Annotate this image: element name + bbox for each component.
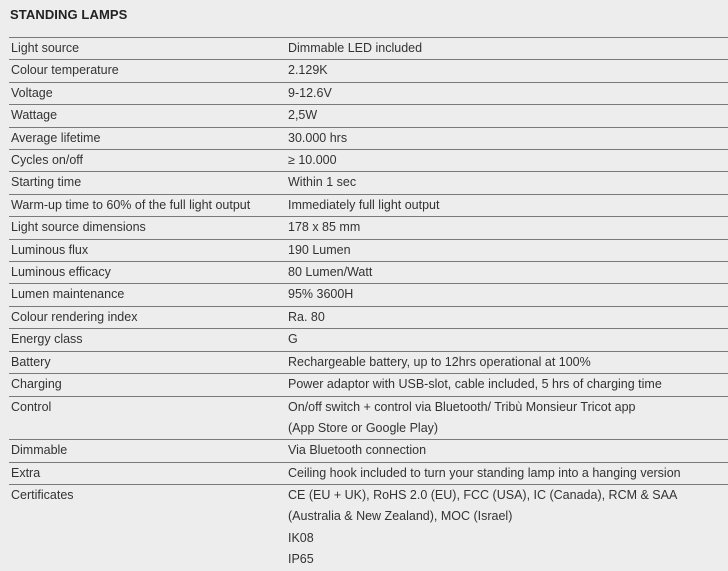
spec-value-line: 30.000 hrs bbox=[288, 130, 348, 145]
spec-row bbox=[9, 485, 728, 571]
spec-value-line: Immediately full light output bbox=[288, 197, 440, 212]
spec-row bbox=[9, 374, 728, 396]
spec-value bbox=[287, 262, 728, 284]
spec-value-line: 2.129K bbox=[288, 63, 328, 78]
spec-row bbox=[9, 194, 728, 216]
spec-value bbox=[287, 194, 728, 216]
spec-value bbox=[287, 306, 728, 328]
spec-label: Charging bbox=[11, 377, 62, 392]
spec-row bbox=[9, 239, 728, 261]
spec-label: Light source dimensions bbox=[11, 220, 146, 235]
spec-row bbox=[9, 329, 728, 351]
spec-row bbox=[9, 440, 728, 462]
spec-row bbox=[9, 306, 728, 328]
spec-row bbox=[9, 351, 728, 373]
spec-value-line: IK08 bbox=[288, 530, 314, 545]
spec-row bbox=[9, 217, 728, 239]
spec-label: Energy class bbox=[11, 332, 83, 347]
spec-value-line: Ra. 80 bbox=[288, 309, 325, 324]
spec-row bbox=[9, 462, 728, 484]
spec-row bbox=[9, 38, 728, 60]
spec-value-line: Dimmable LED included bbox=[288, 41, 423, 55]
spec-value-line: G bbox=[288, 332, 298, 347]
spec-label: Colour rendering index bbox=[11, 309, 138, 324]
spec-row bbox=[9, 396, 728, 440]
spec-label: Starting time bbox=[11, 175, 82, 190]
spec-value-line: 80 Lumen/Watt bbox=[288, 265, 373, 280]
spec-label: Warm-up time to 60% of the full light output bbox=[11, 197, 251, 212]
spec-value bbox=[287, 150, 728, 172]
page-title: STANDING LAMPS bbox=[10, 7, 128, 22]
spec-label: Dimmable bbox=[11, 443, 68, 458]
spec-row bbox=[9, 60, 728, 82]
spec-value bbox=[287, 172, 728, 194]
spec-label: Control bbox=[11, 399, 52, 414]
spec-value bbox=[287, 82, 728, 104]
spec-value bbox=[287, 374, 728, 396]
spec-value bbox=[287, 284, 728, 306]
spec-label: Luminous flux bbox=[11, 242, 89, 257]
spec-value-line: ≥ 10.000 bbox=[288, 153, 337, 168]
spec-value bbox=[287, 60, 728, 82]
spec-value-line: (App Store or Google Play) bbox=[288, 420, 439, 435]
spec-row bbox=[9, 150, 728, 172]
spec-value bbox=[287, 396, 728, 440]
spec-value-line: Within 1 sec bbox=[288, 175, 357, 190]
spec-value bbox=[287, 127, 728, 149]
spec-row bbox=[9, 172, 728, 194]
spec-value-line: (Australia & New Zealand), MOC (Israel) bbox=[288, 509, 513, 524]
spec-label: Colour temperature bbox=[11, 63, 119, 78]
spec-row bbox=[9, 82, 728, 104]
spec-value-line: CE (EU + UK), RoHS 2.0 (EU), FCC (USA), IC (Canada), RCM & SAA bbox=[288, 488, 678, 503]
spec-label: Certificates bbox=[11, 488, 74, 503]
spec-label: Cycles on/off bbox=[11, 153, 84, 168]
spec-label: Battery bbox=[11, 354, 51, 369]
spec-value bbox=[287, 38, 728, 60]
spec-value bbox=[287, 440, 728, 462]
spec-label: Voltage bbox=[11, 85, 53, 100]
spec-row bbox=[9, 127, 728, 149]
spec-value-line: 95% 3600H bbox=[288, 287, 354, 302]
spec-value bbox=[287, 329, 728, 351]
spec-label: Average lifetime bbox=[11, 130, 101, 145]
spec-row bbox=[9, 262, 728, 284]
spec-value-line: Power adaptor with USB-slot, cable included, 5 hrs of charging time bbox=[288, 377, 662, 392]
spec-value bbox=[287, 239, 728, 261]
spec-label: Luminous efficacy bbox=[11, 265, 111, 280]
spec-value bbox=[287, 105, 728, 127]
spec-value-line: 190 Lumen bbox=[288, 242, 351, 257]
spec-value-line: On/off switch + control via Bluetooth/ Tribù Monsieur Tricot app bbox=[288, 399, 636, 414]
spec-value bbox=[287, 351, 728, 373]
spec-value-line: 9-12.6V bbox=[288, 85, 332, 100]
spec-value-line: Via Bluetooth connection bbox=[288, 443, 427, 458]
spec-row bbox=[9, 105, 728, 127]
spec-value-line: 178 x 85 mm bbox=[288, 220, 361, 235]
spec-label: Lumen maintenance bbox=[11, 287, 125, 302]
spec-row bbox=[9, 284, 728, 306]
spec-label: Wattage bbox=[11, 108, 58, 123]
spec-table bbox=[9, 37, 728, 571]
spec-label: Light source bbox=[11, 41, 80, 55]
spec-label: Extra bbox=[11, 465, 41, 480]
spec-value bbox=[287, 485, 728, 571]
spec-value-line: 2,5W bbox=[288, 108, 318, 123]
spec-value-line: IP65 bbox=[288, 552, 314, 567]
spec-value-line: Rechargeable battery, up to 12hrs operational at 100% bbox=[288, 354, 591, 369]
spec-table-body bbox=[9, 38, 728, 571]
spec-value bbox=[287, 462, 728, 484]
spec-value bbox=[287, 217, 728, 239]
spec-value-line: Ceiling hook included to turn your standing lamp into a hanging version bbox=[288, 465, 681, 480]
